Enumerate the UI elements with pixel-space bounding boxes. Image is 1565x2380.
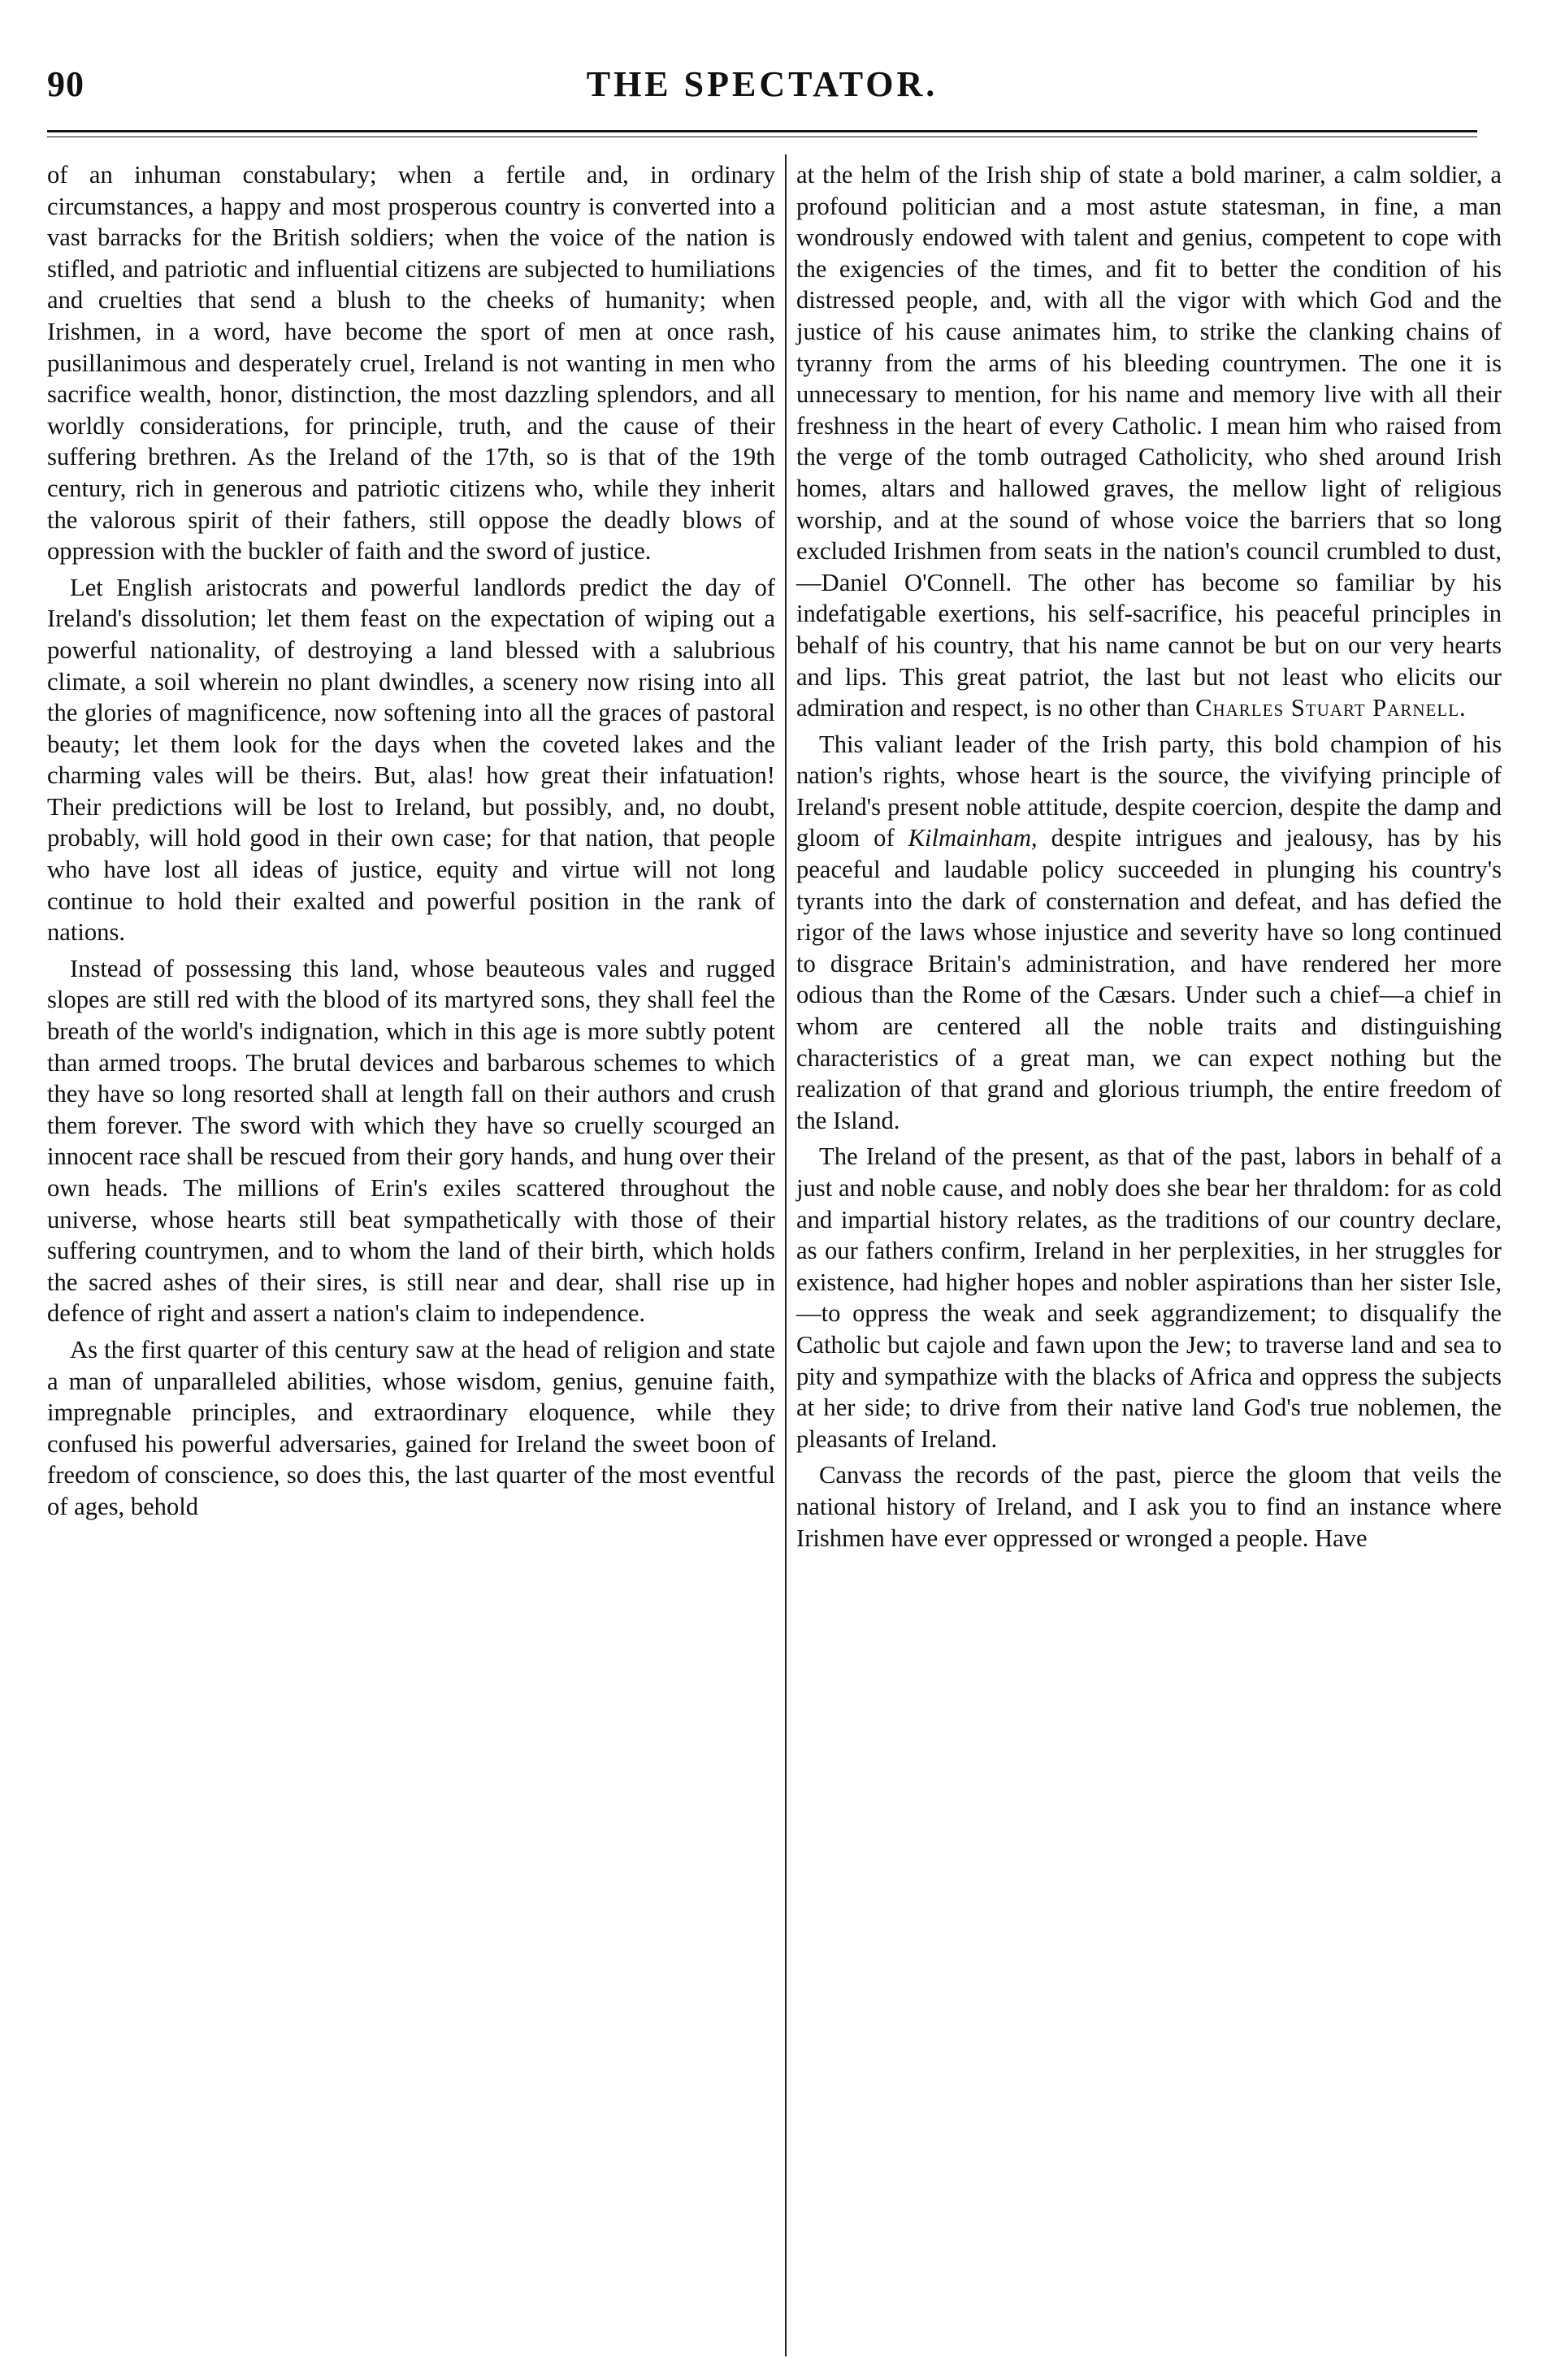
right-paragraph-2 — [796, 729, 1502, 1137]
right-paragraph-3: The Ireland of the present, as that of the past, labors in behalf of a just and noble cause, and nobly does she bear her thraldom: for as cold and impartial history relates, as the traditions of our country declare, as our fathers confirm, Ireland in her perplexities, in her struggles for existence, had higher hopes and nobler aspirations than her sister Isle,—to oppress the weak and seek aggrandizement; to disqualify the Catholic but cajole and fawn upon the Jew; to traverse land and sea to pity and sympathize with the blacks of Africa and oppress the subjects at her side; to drive from their native land God's true noblemen, the pleasants of Ireland. — [796, 1142, 1502, 1453]
running-title: THE SPECTATOR. — [586, 64, 939, 104]
kilmainham-italic: Kilmainham, — [908, 824, 1038, 852]
left-paragraph-2: Let English aristocrats and powerful landlords predict the day of Ireland's dissolution; let them feast on the expectation of wiping out a powerful nationality, of destroying a land blessed with a salubrious climate, a soil wherein no plant dwindles, a scenery now rising into all the glories of magnificence, now softening into all the graces of pastoral beauty; let them look for the days when the coveted lakes and the charming vales will be theirs. But, alas! how great their infatuation! Their predictions will be lost to Ireland, but possibly, and, no doubt, probably, will hold good in their own case; for that nation, that people who have lost all ideas of justice, equity and virtue will not long continue to hold their exalted and powerful position in the rank of nations. — [47, 573, 775, 947]
left-column — [47, 159, 775, 1528]
page-number: 90 — [47, 64, 85, 104]
page-header — [47, 63, 1477, 128]
right-paragraph-2-text-b: despite intrigues and jealousy, has by his peaceful and laudable policy succeeded in plunging his country's tyrants into the dark of consternation and defeat, and has defied the rigor of the laws whose injustice and severity have so long continued to disgrace Britain's administration, and have rendered her more odious than the Rome of the Cæsars. Under such a chief—a chief in whom are centered all the noble traits and distinguishing characteristics of a great man, we can expect nothing but the realization of that grand and glorious triumph, the entire freedom of the Island. — [796, 824, 1502, 1134]
right-paragraph-4: Canvass the records of the past, pierce the gloom that veils the national history of Ireland, and I ask you to find an instance where Irishmen have ever oppressed or wronged a people. Have — [796, 1461, 1502, 1552]
header-rule — [47, 130, 1477, 132]
right-paragraph-1-text: at the helm of the Irish ship of state a bold mariner, a calm soldier, a profound politician and a most astute statesman, in fine, a man wondrously endowed with talent and genius, competent to cope with the exigencies of the times, and fit to better the condition of his distressed people, and, with all the vigor with which God and the justice of his cause animates him, to strike the clanking chains of tyranny from the arms of his bleeding countrymen. The one it is unnecessary to mention, for his name and memory live with all their freshness in the heart of every Catholic. I mean him who raised from the verge of the tomb outraged Catholicity, who shed around Irish homes, altars and hallowed graves, the mellow light of religious worship, and at the sound of whose voice the barriers that so long excluded Irishmen from seats in the nation's council crumbled to dust,—Daniel O'Connell. The other has become so familiar by his indefatigable exertions, his self-sacrifice, his peaceful principles in behalf of his country, that his name cannot be but on our very hearts and lips. This great patriot, the last but not least who elicits our admiration and respect, is no other than — [796, 161, 1502, 722]
parnell-name: Charles Stuart Parnell. — [1195, 694, 1467, 722]
left-paragraph-3: Instead of possessing this land, whose beauteous vales and rugged slopes are still red with the blood of its martyred sons, they shall feel the breath of the world's indignation, which in this age is more subtly potent than armed troops. The brutal devices and barbarous schemes to which they have so long resorted shall at length fall on their authors and crush them forever. The sword with which they have so cruelly scourged an innocent race shall be rescued from their gory hands, and hung over their own heads. The millions of Erin's exiles scattered throughout the universe, whose hearts still beat sympathetically with those of their suffering countrymen, and to whom the land of their birth, which holds the sacred ashes of their sires, is still near and dear, shall rise up in defence of right and assert a nation's claim to independence. — [47, 954, 775, 1328]
left-paragraph-1: of an inhuman constabulary; when a fertile and, in ordinary circumstances, a happy and most prosperous country is converted into a vast barracks for the British soldiers; when the voice of the nation is stifled, and patriotic and influential citizens are subjected to humiliations and cruelties that send a blush to the cheeks of humanity; when Irishmen, in a word, have become the sport of men at once rash, pusillanimous and desperately cruel, Ireland is not wanting in men who sacrifice wealth, honor, distinction, the most dazzling splendors, and all worldly considerations, for principle, truth, and the cause of their suffering brethren. As the Ireland of the 17th, so is that of the 19th century, rich in generous and patriotic citizens who, while they inherit the valorous spirit of their fathers, still oppose the deadly blows of oppression with the buckler of faith and the sword of justice. — [47, 161, 775, 566]
right-paragraph-1 — [796, 159, 1502, 724]
left-paragraph-4: As the first quarter of this century saw at the head of religion and state a man of unparalleled abilities, whose wisdom, genius, genuine faith, impregnable principles, and extraordinary eloquence, while they confused his powerful adversaries, gained for Ireland the sweet boon of freedom of conscience, so does this, the last quarter of the most eventful of ages, behold — [47, 1335, 775, 1520]
column-divider — [785, 154, 787, 2356]
right-paragraph-2-text-a: This valiant leader of the Irish party, this bold champion of his nation's rights, whose heart is the source, the vivifying principle of Ireland's present noble attitude, despite coercion, despite the damp and gloom of — [796, 730, 1502, 852]
right-column — [796, 159, 1502, 1558]
